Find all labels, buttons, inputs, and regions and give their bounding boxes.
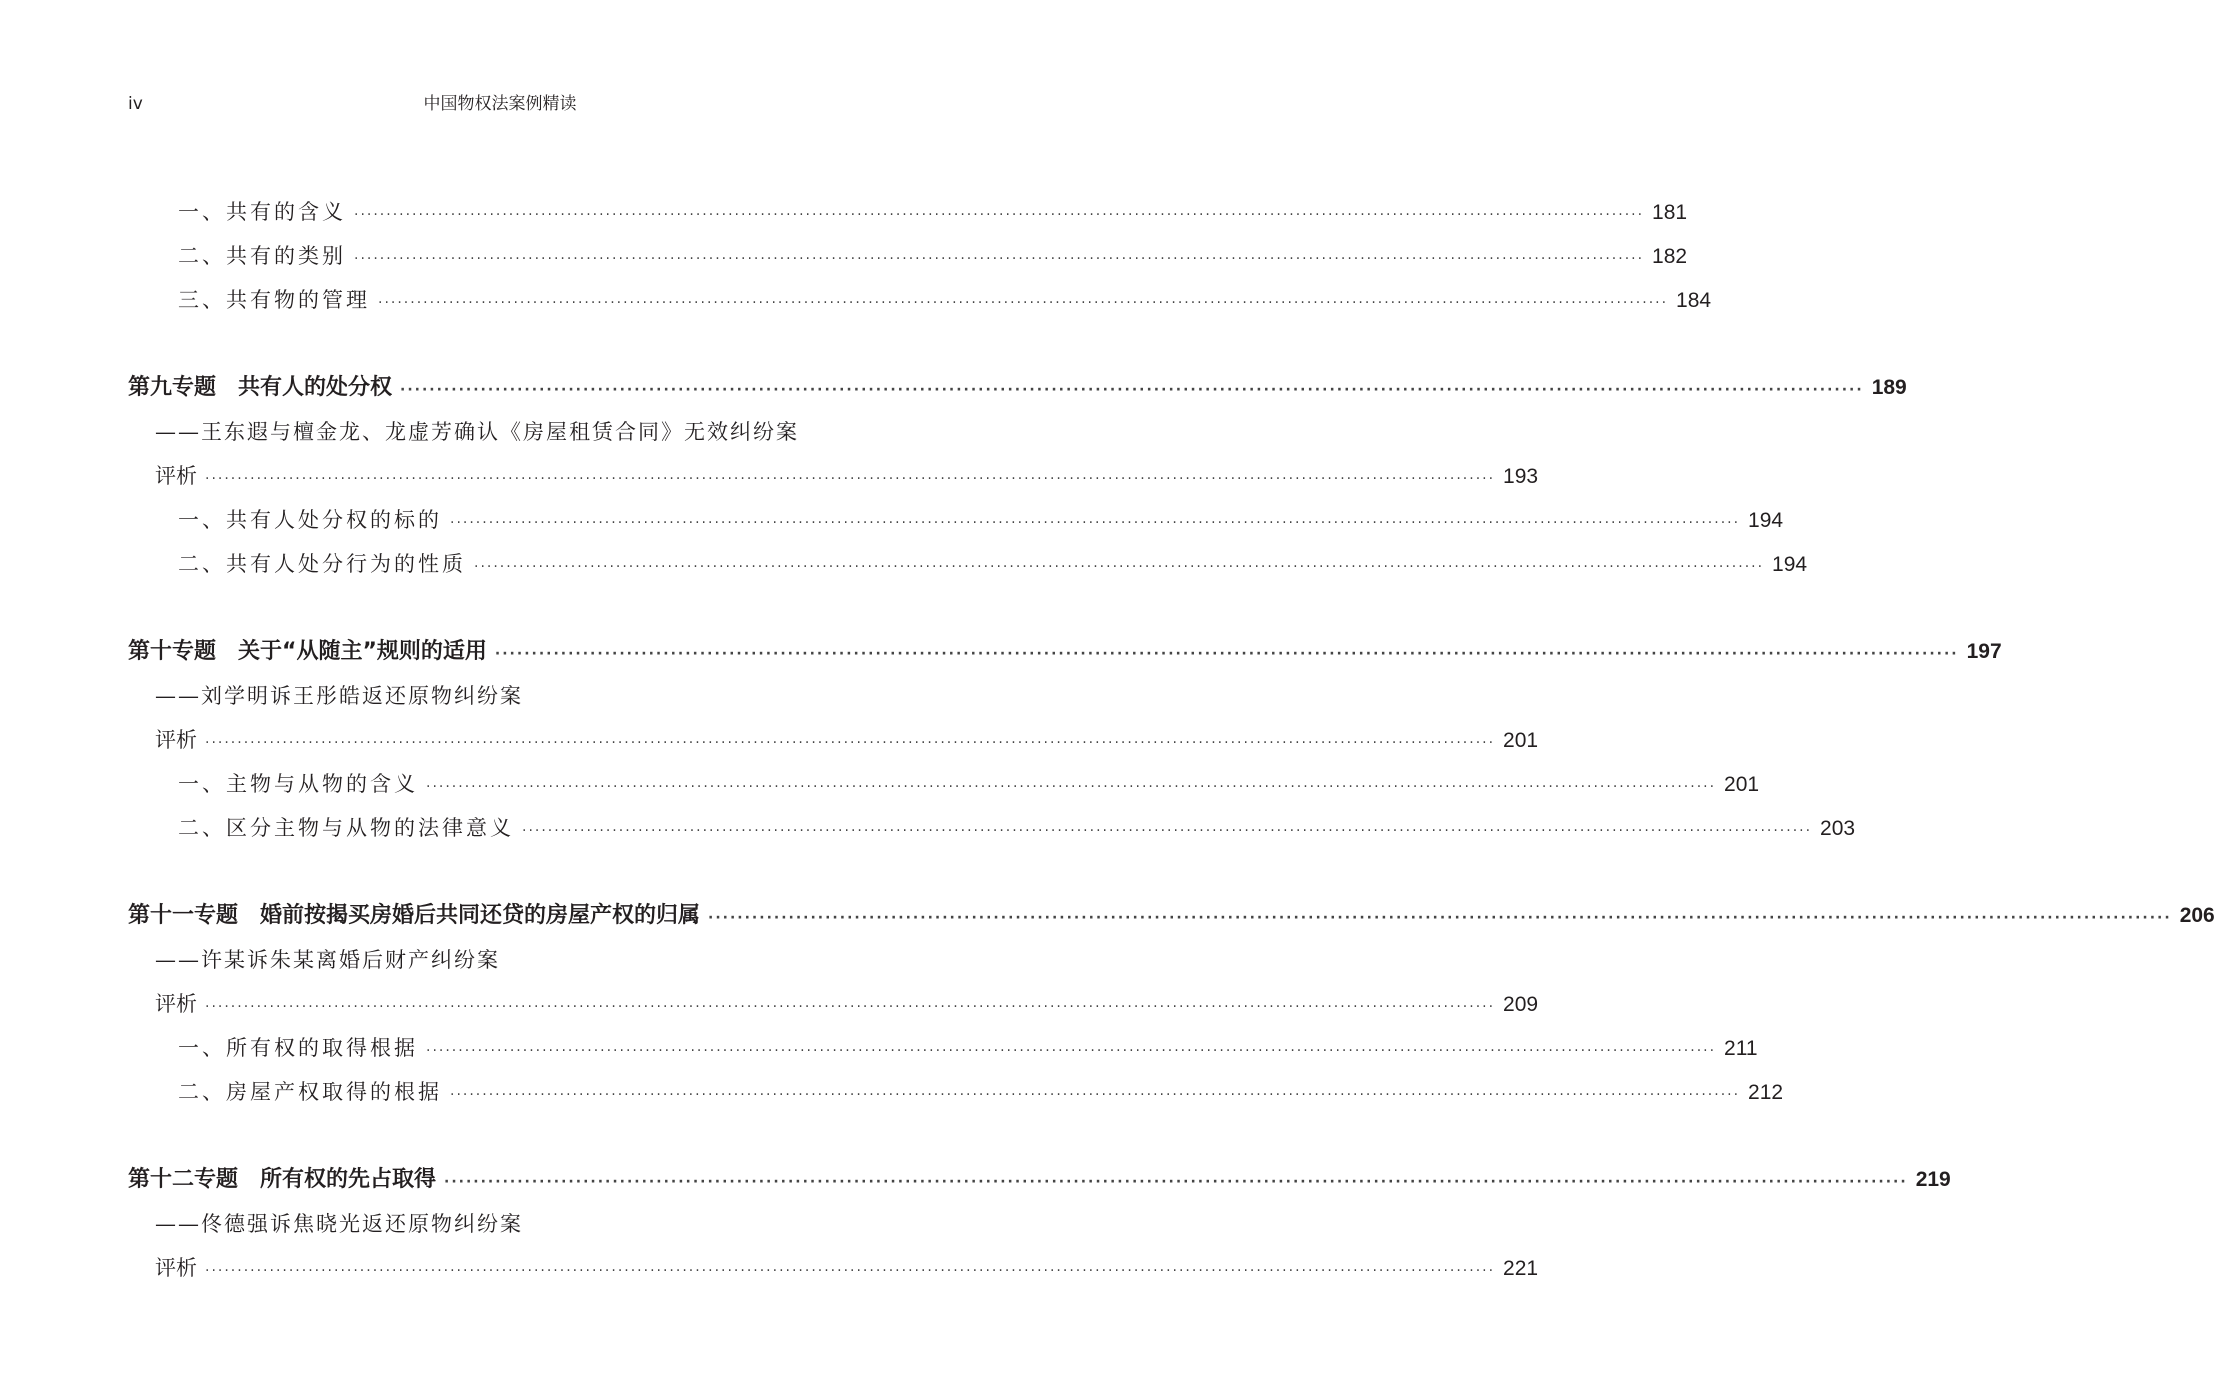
header-book-title: 中国物权法案例精读 — [423, 94, 577, 114]
toc-entry-label: 二、共有人处分行为的性质 — [178, 552, 466, 576]
toc-entry-chapter[interactable] — [128, 1162, 1951, 1198]
toc-entry-page: 194 — [1748, 509, 1784, 532]
toc-entry-label: 一、共有的含义 — [178, 200, 346, 224]
toc-entry-page: 189 — [1871, 376, 1907, 399]
toc-entry-page: 206 — [2179, 904, 2215, 927]
toc-entry-page: 194 — [1772, 553, 1808, 576]
toc-entry-label: 一、共有人处分权的标的 — [178, 508, 442, 532]
toc-entry-page: 193 — [1503, 465, 1539, 488]
toc-entry-page: 201 — [1724, 773, 1760, 796]
toc-entry-chapter[interactable] — [128, 634, 2002, 670]
toc-entry-label: 评析 — [155, 1256, 197, 1280]
toc-entry-label: 三、共有物的管理 — [178, 288, 370, 312]
toc-entry-section[interactable] — [178, 546, 1808, 582]
toc-entry-label: 评析 — [155, 992, 197, 1016]
toc-entry-page: 184 — [1676, 289, 1712, 312]
toc-entry-section[interactable] — [178, 282, 1712, 318]
toc-entry-chapter[interactable] — [128, 370, 1907, 406]
toc-entry-page: 181 — [1652, 201, 1688, 224]
toc-entry-section[interactable] — [178, 766, 1760, 802]
dot-leader: ········································································································································································································ — [426, 1043, 1717, 1059]
toc-entry-label: 二、区分主物与从物的法律意义 — [178, 816, 514, 840]
dot-leader: ········································································································································································································ — [205, 1263, 1496, 1279]
toc-entry-section[interactable] — [178, 1030, 1758, 1066]
toc-entry-page: 203 — [1820, 817, 1856, 840]
toc-entry-section[interactable] — [178, 502, 1784, 538]
toc-case-subtitle: ——刘学明诉王彤皓返还原物纠纷案 — [155, 684, 523, 708]
toc-chapter-label: 第十一专题 婚前按揭买房婚后共同还贷的房屋产权的归属 — [128, 903, 701, 928]
dot-leader: ········································································································································································································ — [494, 646, 1959, 662]
dot-leader: ········································································································································································································ — [205, 471, 1496, 487]
toc-case-subtitle: ——佟德强诉焦晓光返还原物纠纷案 — [155, 1212, 523, 1236]
toc-entry-review[interactable] — [155, 722, 1539, 758]
toc-entry-label: 一、主物与从物的含义 — [178, 772, 418, 796]
dot-leader: ········································································································································································································ — [354, 207, 1645, 223]
dot-leader: ········································································································································································································ — [450, 1087, 1741, 1103]
dot-leader: ········································································································································································································ — [450, 515, 1741, 531]
header-page-number: iv — [128, 94, 143, 114]
dot-leader: ········································································································································································································ — [474, 559, 1765, 575]
toc-entry-page: 182 — [1652, 245, 1688, 268]
toc-entry-page: 197 — [1966, 640, 2002, 663]
toc-entry-section[interactable] — [178, 1074, 1784, 1110]
toc-entry-review[interactable] — [155, 986, 1539, 1022]
toc-entry-section[interactable] — [178, 194, 1688, 230]
toc-entry-page: 211 — [1724, 1037, 1758, 1060]
toc-chapter-label: 第九专题 共有人的处分权 — [128, 375, 393, 400]
toc-entry-review[interactable] — [155, 1250, 1539, 1286]
dot-leader: ········································································································································································································ — [444, 1174, 1908, 1190]
toc-chapter-label: 第十二专题 所有权的先占取得 — [128, 1167, 437, 1192]
toc-entry-section[interactable] — [178, 238, 1688, 274]
toc-entry-page: 212 — [1748, 1081, 1784, 1104]
toc-entry-page: 209 — [1503, 993, 1539, 1016]
dot-leader: ········································································································································································································ — [205, 735, 1496, 751]
toc-entry-label: 评析 — [155, 728, 197, 752]
toc-entry-section[interactable] — [178, 810, 1856, 846]
dot-leader: ········································································································································································································ — [205, 999, 1496, 1015]
toc-entry-chapter[interactable] — [128, 898, 2215, 934]
toc-chapter-label: 第十专题 关于“从随主”规则的适用 — [128, 639, 487, 664]
dot-leader: ········································································································································································································ — [708, 910, 2172, 926]
toc-entry-review[interactable] — [155, 458, 1539, 494]
dot-leader: ········································································································································································································ — [426, 779, 1717, 795]
toc-entry-page: 219 — [1915, 1168, 1951, 1191]
dot-leader: ········································································································································································································ — [378, 295, 1669, 311]
dot-leader: ········································································································································································································ — [400, 382, 1864, 398]
running-head — [0, 92, 1000, 116]
toc-entry-page: 221 — [1503, 1257, 1539, 1280]
dot-leader: ········································································································································································································ — [354, 251, 1645, 267]
toc-case-subtitle: ——许某诉朱某离婚后财产纠纷案 — [155, 948, 500, 972]
dot-leader: ········································································································································································································ — [522, 823, 1813, 839]
toc-entry-label: 二、共有的类别 — [178, 244, 346, 268]
toc-entry-label: 评析 — [155, 464, 197, 488]
toc-entry-label: 二、房屋产权取得的根据 — [178, 1080, 442, 1104]
toc-case-subtitle: ——王东遐与檀金龙、龙虚芳确认《房屋租赁合同》无效纠纷案 — [155, 420, 799, 444]
toc-entry-label: 一、所有权的取得根据 — [178, 1036, 418, 1060]
toc-entry-page: 201 — [1503, 729, 1539, 752]
